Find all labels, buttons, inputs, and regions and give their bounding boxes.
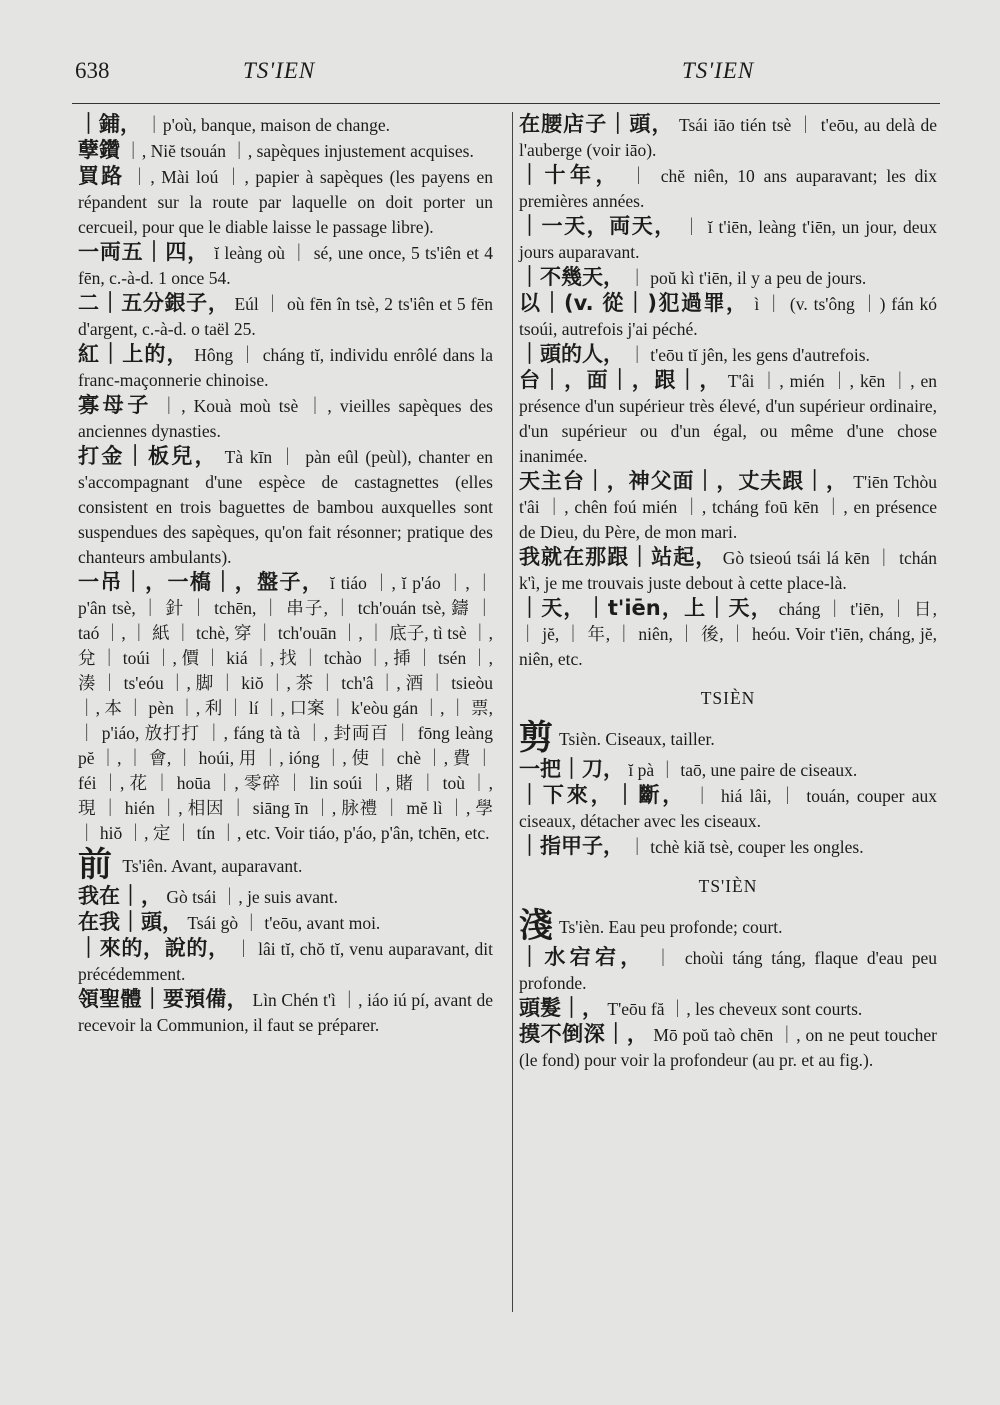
entry-chinese: 一把｜刀， xyxy=(519,757,624,781)
entry-chinese: 寡母子 xyxy=(78,393,153,417)
entry-gloss: cháng ｜ t'iēn, ｜ 日, ｜ jĕ, ｜ 年, ｜ niên, ｜ 後, ｜ heóu. Voir t'iēn, cháng, jĕ, niên, etc. xyxy=(519,599,938,669)
entry-gloss: Gò tsieoú tsái lá kēn ｜ tchán k'ì, je me trouvais juste debout à cette place-là. xyxy=(519,548,937,593)
entry-gloss: ｜, Kouà moù tsè ｜, vieilles sapèques des anciennes dynasties. xyxy=(78,396,493,441)
entry-gloss: Gò tsái ｜, je suis avant. xyxy=(162,887,338,907)
entry-gloss: Tsái gò ｜ t'eōu, avant moi. xyxy=(183,913,381,933)
entry-chinese: ｜指甲子， xyxy=(519,834,624,858)
dictionary-entry xyxy=(519,291,937,342)
section-heading-tsien: TSIÈN xyxy=(700,688,756,708)
entry-gloss: ｜, Niĕ tsouán ｜, sapèques injustement acquises. xyxy=(120,141,474,161)
dictionary-entry xyxy=(519,996,937,1022)
tsien2-entries xyxy=(519,945,937,1073)
entry-gloss: ｜ choùi táng táng, flaque d'eau peu profonde. xyxy=(519,948,937,993)
entry-gloss: ｜ tchè kiă tsè, couper les ongles. xyxy=(624,837,864,857)
entry-gloss: ｜p'où, banque, maison de change. xyxy=(141,115,391,135)
entry-gloss: T'eōu fă ｜, les cheveux sont courts. xyxy=(603,999,863,1019)
entry-chinese: ｜十年， xyxy=(519,163,621,187)
dictionary-entry xyxy=(78,884,493,910)
entry-chinese: 摸不倒深｜， xyxy=(519,1022,649,1046)
headword-tsien: 剪 Tsièn. Ciseaux, tailler. xyxy=(519,718,715,758)
entry-gloss: ｜ hiá lâi, ｜ touán, couper aux ciseaux, détacher avec les ciseaux. xyxy=(519,786,937,831)
dictionary-entry xyxy=(519,342,937,368)
entry-chinese: 我在｜， xyxy=(78,884,162,908)
entry-chinese: ｜不幾天， xyxy=(519,265,624,289)
entry-gloss: T'iēn Tchòu t'âi ｜, chên foú mién ｜, tcháng foū kēn ｜, en présence de Dieu, du Père, de mon mari. xyxy=(519,472,937,542)
entry-gloss: Tsái iāo tién tsè ｜ t'eōu, au delà de l'auberge (voir iāo). xyxy=(519,115,938,160)
entry-chinese: ｜水宕宕， xyxy=(519,945,646,969)
entry-gloss: ｜ chĕ niên, 10 ans auparavant; les dix premières années. xyxy=(519,166,938,211)
entry-gloss: Lìn Chén t'ì ｜, iáo iú pí, avant de recevoir la Communion, il faut se préparer. xyxy=(78,990,494,1035)
dictionary-entry xyxy=(78,444,493,570)
headword-tsien2: 淺 Ts'ièn. Eau peu profonde; court. xyxy=(519,906,783,946)
dictionary-entry xyxy=(519,596,937,672)
entry-chinese: ｜頭的人， xyxy=(519,342,624,366)
dictionary-entry xyxy=(519,469,937,545)
page-number: 638 xyxy=(75,58,110,83)
dictionary-entry xyxy=(519,163,937,214)
dictionary-entry xyxy=(78,936,493,987)
entry-chinese: ｜一天，両天， xyxy=(519,214,677,238)
dictionary-entry xyxy=(78,138,493,164)
entry-chinese: ｜天，｜t'iēn，上｜天， xyxy=(519,596,773,620)
running-head-left: TS'IEN xyxy=(243,58,316,83)
dictionary-entry xyxy=(78,291,493,342)
entry-gloss: ĭ pà ｜ taō, une paire de ciseaux. xyxy=(624,760,858,780)
dictionary-entry xyxy=(78,393,493,444)
entry-chinese: 在我｜頭， xyxy=(78,910,183,934)
entry-chinese: 一吊｜，一槗｜，盤子， xyxy=(78,570,325,594)
entry-chinese: 在腰店子｜頭， xyxy=(519,112,674,136)
entry-chinese: 一両五｜四， xyxy=(78,240,210,264)
running-head-right: TS'IEN xyxy=(682,58,755,83)
dictionary-entry xyxy=(78,570,493,846)
dictionary-entry xyxy=(519,112,937,163)
dictionary-entry xyxy=(519,368,937,469)
dictionary-entry xyxy=(519,545,937,596)
entry-gloss: Mō poŭ taò chēn ｜, on ne peut toucher (le fond) pour voir la profondeur (au pr. et au fig.). xyxy=(519,1025,937,1070)
entry-chinese: 打金｜板兒， xyxy=(78,444,218,468)
entry-chinese: ｜來的，說的， xyxy=(78,936,230,960)
entry-gloss: ｜ t'eōu tĭ jên, les gens d'autrefois. xyxy=(624,345,870,365)
entry-gloss: Tà kīn ｜ pàn eûl (peùl), chanter en s'accompagnant d'une espèce de castagnettes (elles consistent en trois baguettes de bambou auxquelles sont suspendues des sapèques, qu'on fait résonner; pratique des chanteurs ambulants). xyxy=(78,447,494,567)
dictionary-entry xyxy=(519,1022,937,1073)
entry-gloss: ｜ ĭ t'iēn, leàng t'iēn, un jour, deux jours auparavant. xyxy=(519,217,937,262)
dictionary-entry xyxy=(519,783,937,834)
section-heading-tsien2: TS'IÈN xyxy=(698,876,758,896)
dictionary-entry xyxy=(78,164,493,240)
entry-gloss: T'âi ｜, mién ｜, kēn ｜, en présence d'un supérieur très élevé, d'un supérieur ordinaire, d'un supérieur ou d'un égal, ou même d'une chose inanimée. xyxy=(519,371,938,466)
entry-chinese: 孽鑽 xyxy=(78,138,120,162)
entry-gloss: ｜ poŭ kì t'iēn, il y a peu de jours. xyxy=(624,268,867,288)
column-divider xyxy=(512,112,513,1312)
right-column xyxy=(519,112,937,1073)
entry-chinese: ｜鋪， xyxy=(78,112,141,136)
dictionary-entry xyxy=(78,342,493,393)
entry-gloss: ｜ lâi tĭ, chŏ tĭ, venu auparavant, dit précédemment. xyxy=(78,939,493,984)
dictionary-entry xyxy=(519,834,937,860)
entry-gloss: Hông ｜ cháng tĭ, individu enrôlé dans la franc-maçonnerie chinoise. xyxy=(78,345,493,390)
dictionary-entry xyxy=(78,112,493,138)
entry-chinese: 前 xyxy=(78,845,112,885)
dictionary-entry xyxy=(78,240,493,291)
dictionary-entry xyxy=(519,945,937,996)
header-rule xyxy=(72,103,940,104)
entry-chinese: 我就在那跟｜站起， xyxy=(519,545,718,569)
entry-gloss: Ts'iên. Avant, auparavant. xyxy=(118,856,303,876)
entry-gloss: ĭ tiáo ｜, ĭ p'áo ｜, ｜ p'ân tsè, ｜ 針 ｜ tchēn, ｜ 串子, ｜ tch'ouán tsè, 鑄 ｜ taó ｜, ｜ 紙 ｜ tchè, 穿 ｜ tch'ouān ｜, ｜ 底子, tì tsè ｜, 兌 ｜ toúi ｜, 價 ｜ kiá ｜, 找 ｜ tchào ｜, 揷 ｜ tsén ｜, 湊 ｜ ts'eóu ｜, 脚 ｜ kiŏ ｜, 茶 ｜ tch'â ｜, 酒 ｜ tsieòu ｜, 本 ｜ pèn ｜, 利 ｜ lí ｜, 口案 ｜ k'eòu gán ｜, ｜ 票, ｜ p'iáo, 放打打 ｜, fáng tà tà ｜, 封両百 ｜ fōng leàng pĕ ｜, ｜ 會, ｜ hoúi, 用 ｜, ióng ｜, 使 ｜ chè ｜, 費 ｜ féi ｜, 花 ｜ hoūa ｜, 零碎 ｜ lin soúi ｜, 賭 ｜ toù ｜, 現 ｜ hién ｜, 相因 ｜ siāng īn ｜, 脉禮 ｜ mĕ lì ｜, 學 ｜ hiŏ ｜, 定 ｜ tín ｜, etc. Voir tiáo, p'áo, p'ân, tchēn, etc. xyxy=(78,573,494,843)
entry-chinese: 天主台｜，神父面｜，丈夫跟｜， xyxy=(519,469,848,493)
entry-gloss: Eúl ｜ où fēn în tsè, 2 ts'iên et 5 fēn d'argent, c.-à-d. o taël 25. xyxy=(78,294,493,339)
entry-gloss: ì ｜ (v. ts'ông ｜) fán kó tsoúi, autrefois j'ai péché. xyxy=(519,294,937,339)
entry-chinese: 領聖體｜要預備， xyxy=(78,987,248,1011)
dictionary-entry xyxy=(78,846,493,884)
dictionary-entry xyxy=(78,910,493,936)
dictionary-entry xyxy=(519,265,937,291)
dictionary-entry xyxy=(78,987,493,1038)
dictionary-entry xyxy=(519,214,937,265)
tsien-entries xyxy=(519,757,937,860)
dictionary-entry xyxy=(519,757,937,783)
entry-chinese: 以｜(v. 從｜)犯過罪， xyxy=(519,291,749,315)
right-entries xyxy=(519,112,937,672)
entry-chinese: 頭髮｜， xyxy=(519,996,603,1020)
entry-gloss: ｜, Mài loú ｜, papier à sapèques (les payens en répandent sur la route par laquelle on doit porter un cercueil, pour que le diable laisse le passage libre). xyxy=(78,167,493,237)
entry-chinese: 二｜五分銀子， xyxy=(78,291,230,315)
left-column xyxy=(78,112,493,1038)
entry-gloss: ĭ leàng où ｜ sé, une once, 5 ts'iên et 4 fēn, c.-à-d. 1 once 54. xyxy=(78,243,493,288)
entry-chinese: 台｜，面｜，跟｜， xyxy=(519,368,722,392)
entry-chinese: ｜下來，｜斷， xyxy=(519,783,687,807)
entry-chinese: 紅｜上的， xyxy=(78,342,189,366)
entry-chinese: 買路 xyxy=(78,164,125,188)
